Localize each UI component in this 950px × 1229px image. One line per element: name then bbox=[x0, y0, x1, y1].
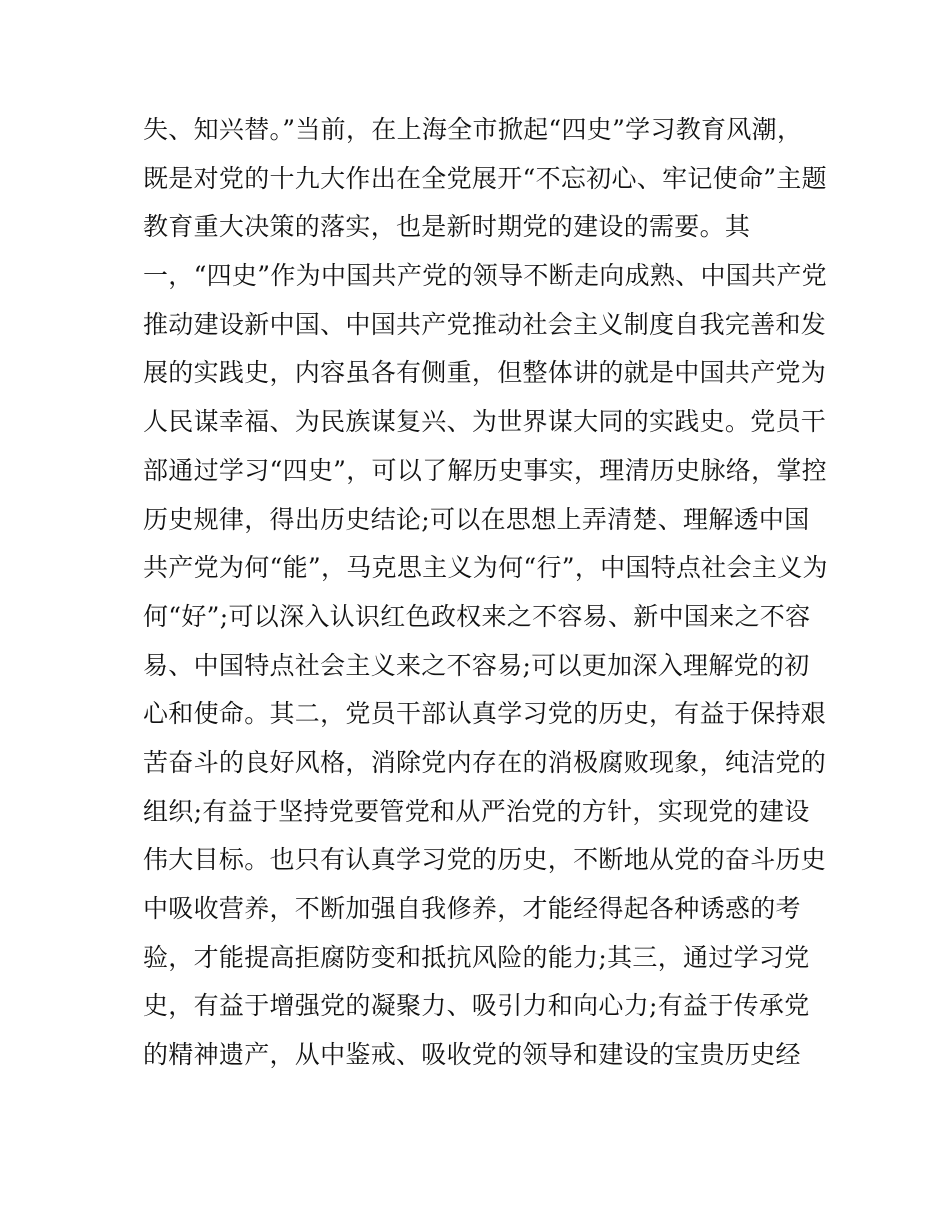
text-line: 苦奋斗的良好风格，消除党内存在的消极腐败现象，纯洁党的 bbox=[143, 747, 827, 777]
text-line: 伟大目标。也只有认真学习党的历史，不断地从党的奋斗历史 bbox=[143, 845, 827, 875]
text-line: 何“好”;可以深入认识红色政权来之不容易、新中国来之不容 bbox=[143, 601, 811, 631]
text-line: 推动建设新中国、中国共产党推动社会主义制度自我完善和发 bbox=[143, 309, 827, 339]
text-line: 教育重大决策的落实，也是新时期党的建设的需要。其 bbox=[143, 212, 751, 242]
text-line: 部通过学习“四史”，可以了解历史事实，理清历史脉络，掌控 bbox=[143, 455, 827, 485]
text-line: 历史规律，得出历史结论;可以在思想上弄清楚、理解透中国 bbox=[143, 504, 810, 534]
text-line: 心和使命。其二，党员干部认真学习党的历史，有益于保持艰 bbox=[143, 699, 827, 729]
text-line: 易、中国特点社会主义来之不容易;可以更加深入理解党的初 bbox=[143, 650, 810, 680]
text-line: 史，有益于增强党的凝聚力、吸引力和向心力;有益于传承党 bbox=[143, 991, 810, 1021]
text-line: 的精神遗产，从中鉴戒、吸收党的领导和建设的宝贵历史经 bbox=[143, 1040, 801, 1070]
text-line: 既是对党的十九大作出在全党展开“不忘初心、牢记使命”主题 bbox=[143, 163, 827, 193]
body-text bbox=[143, 106, 828, 1080]
text-line: 验，才能提高拒腐防变和抵抗风险的能力;其三，通过学习党 bbox=[143, 942, 810, 972]
text-line: 失、知兴替。”当前，在上海全市掀起“四史”学习教育风潮， bbox=[143, 115, 803, 144]
text-line: 一，“四史”作为中国共产党的领导不断走向成熟、中国共产党 bbox=[143, 261, 827, 291]
text-line: 共产党为何“能”，马克思主义为何“行”，中国特点社会主义为 bbox=[143, 553, 828, 583]
text-line: 展的实践史，内容虽各有侧重，但整体讲的就是中国共产党为 bbox=[143, 358, 827, 388]
text-line: 中吸收营养，不断加强自我修养，才能经得起各种诱惑的考 bbox=[143, 894, 801, 923]
text-line: 组织;有益于坚持党要管党和从严治党的方针，实现党的建设 bbox=[143, 796, 810, 826]
text-line: 人民谋幸福、为民族谋复兴、为世界谋大同的实践史。党员干 bbox=[143, 407, 827, 437]
